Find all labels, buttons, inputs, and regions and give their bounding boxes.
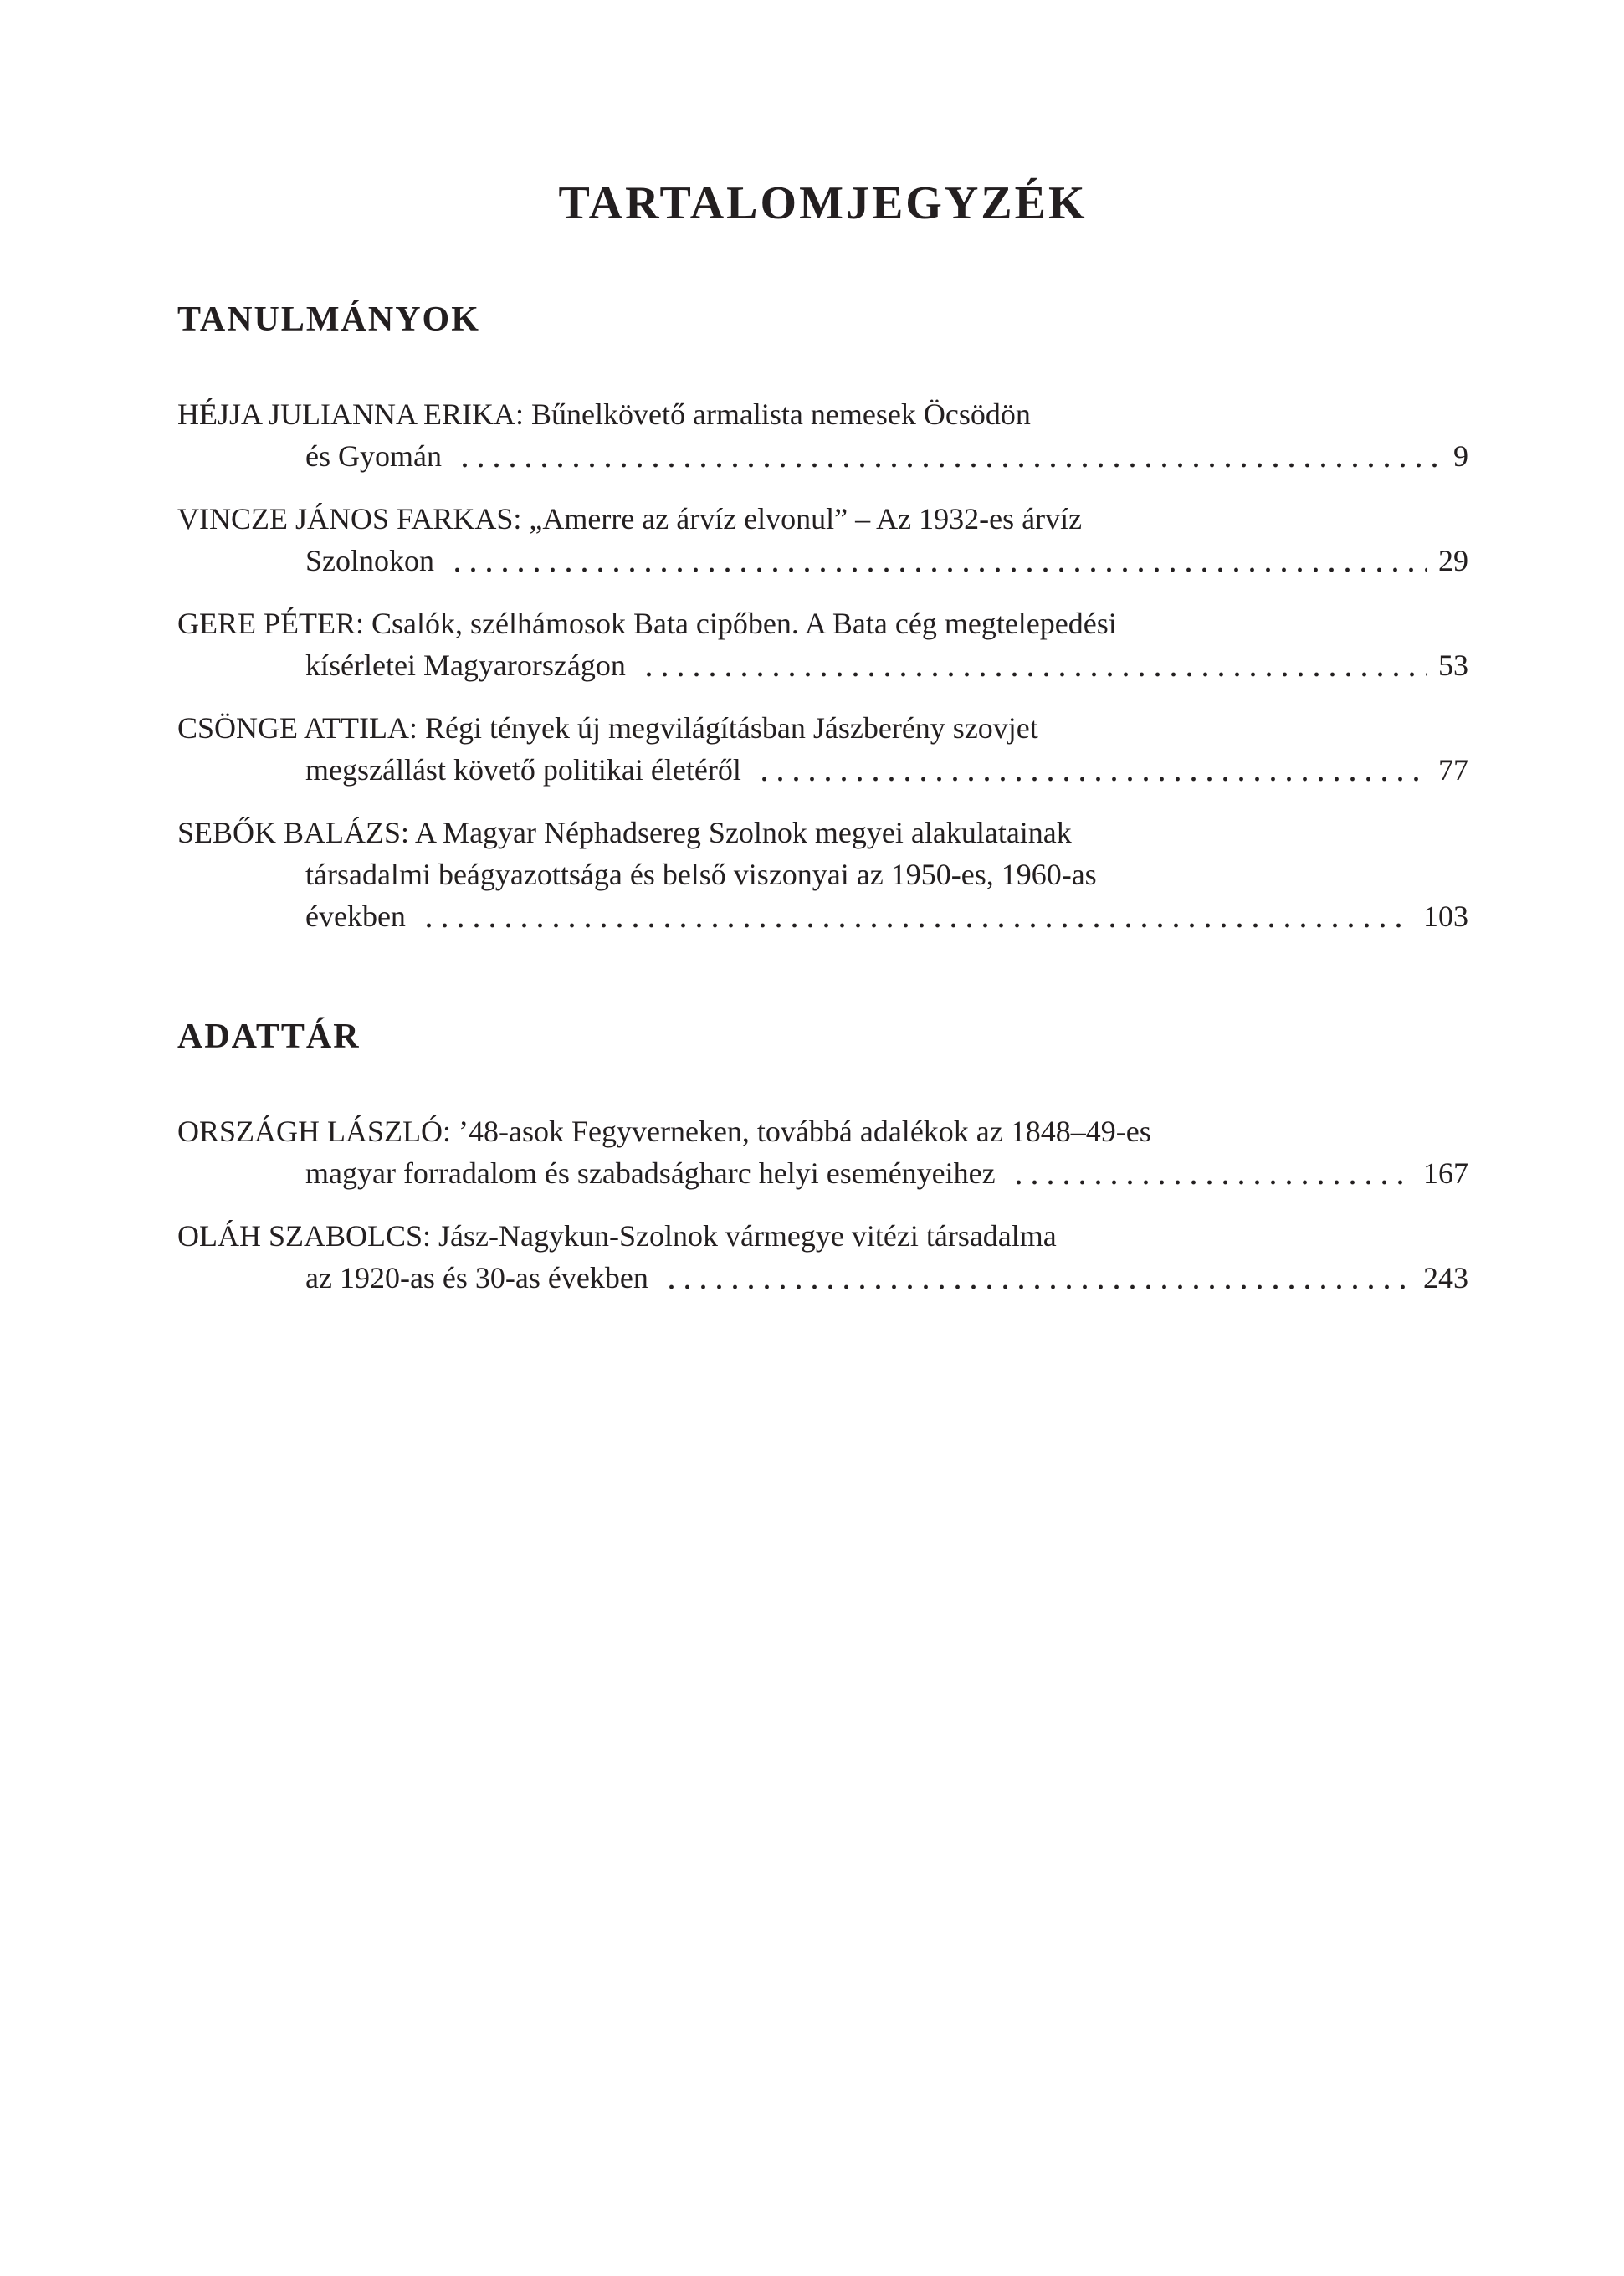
entry-last-line <box>177 749 1468 791</box>
page-number: 53 <box>1438 648 1468 682</box>
entry-continuation-text: kísérletei Magyarországon <box>305 648 626 682</box>
toc-entry <box>177 602 1468 686</box>
entry-text-line: HÉJJA JULIANNA ERIKA: Bűnelkövető armalista nemesek Öcsödön <box>177 397 1031 431</box>
section-adattar <box>177 1017 1468 1299</box>
section-tanulmanyok <box>177 300 1468 937</box>
dot-leader <box>753 749 1427 791</box>
dot-leader <box>1007 1152 1411 1194</box>
page-number: 77 <box>1438 753 1468 787</box>
toc-entry <box>177 498 1468 582</box>
entry-last-line <box>177 1257 1468 1299</box>
page-number: 9 <box>1453 439 1468 473</box>
entry-continuation-text: megszállást követő politikai életéről <box>305 753 741 787</box>
entry-last-line <box>177 644 1468 686</box>
entry-last-line <box>177 895 1468 937</box>
entry-continuation-text: az 1920-as és 30-as években <box>305 1261 648 1294</box>
dot-leader <box>638 644 1427 686</box>
page-number: 167 <box>1423 1156 1468 1190</box>
dot-leader <box>660 1257 1411 1299</box>
entry-text-line: ORSZÁGH LÁSZLÓ: ’48-asok Fegyverneken, továbbá adalékok az 1848–49-es <box>177 1115 1151 1148</box>
entry-continuation-text: Szolnokon <box>305 544 435 577</box>
entry-text-line: OLÁH SZABOLCS: Jász-Nagykun-Szolnok vármegye vitézi társadalma <box>177 1219 1057 1253</box>
toc-page <box>177 0 1468 1320</box>
entry-text-line: CSÖNGE ATTILA: Régi tények új megvilágításban Jászberény szovjet <box>177 711 1038 745</box>
entry-text-line: SEBŐK BALÁZS: A Magyar Néphadsereg Szolnok megyei alakulatainak <box>177 816 1072 849</box>
dot-leader <box>446 540 1427 582</box>
entry-continuation-text: években <box>305 900 406 933</box>
toc-entry <box>177 393 1468 477</box>
section-heading-tanulmanyok: TANULMÁNYOK <box>177 300 480 339</box>
toc-entry <box>177 812 1468 937</box>
entry-continuation-text: és Gyomán <box>305 439 442 473</box>
entry-last-line <box>177 1152 1468 1194</box>
page-title: TARTALOMJEGYZÉK <box>558 177 1088 229</box>
toc-entry <box>177 707 1468 791</box>
dot-leader <box>418 895 1411 937</box>
toc-entry <box>177 1110 1468 1194</box>
entry-last-line <box>177 540 1468 582</box>
entry-continuation-line: társadalmi beágyazottsága és belső viszonyai az 1950-es, 1960-as <box>305 858 1097 891</box>
dot-leader <box>453 435 1442 477</box>
page-number: 103 <box>1423 900 1468 933</box>
section-heading-adattar: ADATTÁR <box>177 1018 361 1056</box>
entry-text-line: GERE PÉTER: Csalók, szélhámosok Bata cipőben. A Bata cég megtelepedési <box>177 607 1117 640</box>
entry-continuation-text: magyar forradalom és szabadságharc helyi eseményeihez <box>305 1156 996 1190</box>
entry-last-line <box>177 435 1468 477</box>
entry-text-line: VINCZE JÁNOS FARKAS: „Amerre az árvíz elvonul” – Az 1932-es árvíz <box>177 502 1083 536</box>
page-number: 29 <box>1438 544 1468 577</box>
toc-entry <box>177 1215 1468 1299</box>
page-number: 243 <box>1423 1261 1468 1294</box>
